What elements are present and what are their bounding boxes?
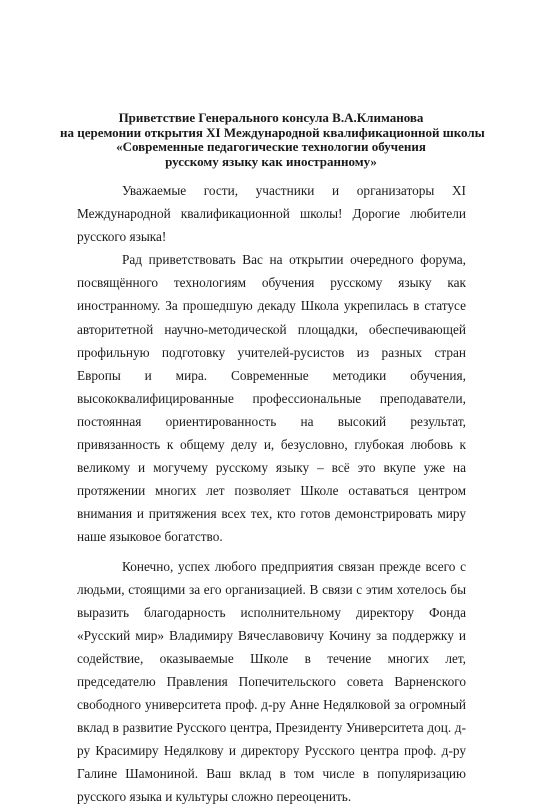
paragraph-welcome: Рад приветствовать Вас на открытии очередного форума, посвящённого технологиям обучения русскому языку как иностранному. За прошедшую декаду Школа укрепилась в статусе авторитетной научно-методической площадки, обеспечивающей профильную подготовку учителей-русистов из разных стран Европы и мира. Современные методики обучения, высококвалифицированные профессиональные преподаватели, постоянная ориентированность на высокий результат, привязанность к общему делу и, безусловно, глубокая любовь к великому и могучему русскому языку – всё это вкупе уже на протяжении многих лет позволяет Школе оставаться центром внимания и притяжения всех тех, кто готов демонстрировать миру наше языковое богатство. bbox=[77, 252, 466, 545]
title-line-4: русскому языку как иностранному» bbox=[165, 153, 377, 169]
title-line-2: на церемонии открытия XI Международной квалификационной школы bbox=[60, 124, 485, 140]
document-title bbox=[60, 110, 485, 169]
title-line-3: «Современные педагогические технологии обучения bbox=[116, 139, 426, 154]
document-body bbox=[77, 179, 466, 809]
paragraph-greeting: Уважаемые гости, участники и организаторы XI Международной квалификационной школы! Дорогие любители русского языка! bbox=[77, 183, 466, 245]
paragraph-gratitude: Конечно, успех любого предприятия связан прежде всего с людьми, стоящими за его организацией. В связи с этим хотелось бы выразить благодарность исполнительному директору Фонда «Русский мир» Владимиру Вячеславовичу Кочину за поддержку и содействие, оказываемые Школе в течение многих лет, председателю Правления Попечительского совета Варненского свободного университета проф. д-ру Анне Недялковой за огромный вклад в развитие Русского центра, Президенту Университета доц. д-ру Красимиру Недялкову и директору Русского центра проф. д-ру Галине Шамониной. Ваш вклад в том числе в популяризацию русского языка и культуры сложно переоценить. bbox=[77, 558, 466, 805]
title-line-1: Приветствие Генерального консула В.А.Климанова bbox=[118, 110, 424, 125]
